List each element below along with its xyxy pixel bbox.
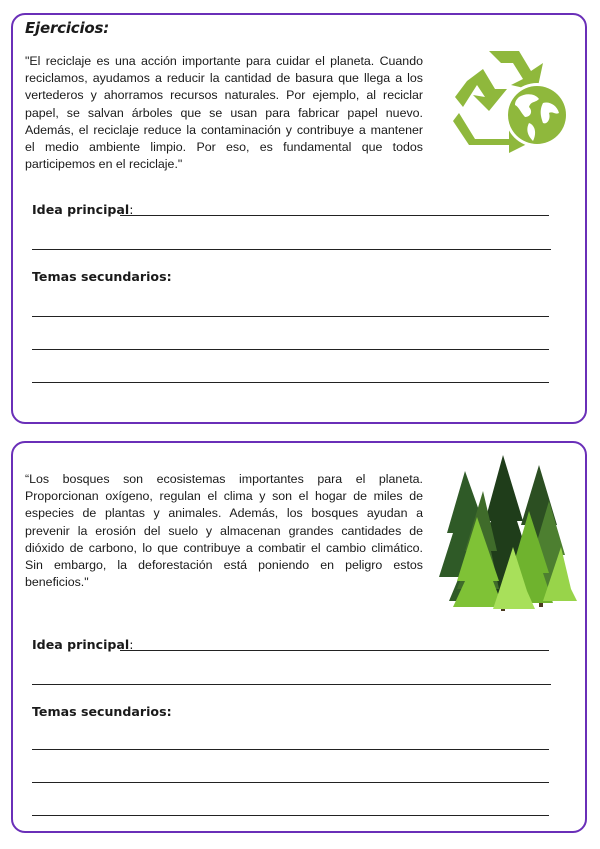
passage-text: "El reciclaje es una acción importante para cuidar el planeta. Cuando reciclamos, ayudamos a reducir la cantidad de basura que llega a los vertederos y ahorramos recursos naturales. Por ejemplo, al reciclar papel, se salvan árboles que se usan para fabricar papel nuevo. Además, el reciclaje reduce la contaminación y contribuye a mantener el medio ambiente limpio. Por eso, es fundamental que todos participemos en el reciclaje."	[25, 54, 423, 172]
secondary-topics-label: Temas secundarios:	[32, 704, 172, 719]
main-idea-answer-line[interactable]	[120, 215, 549, 216]
exercise-card-forests	[11, 441, 587, 833]
exercises-heading: Ejercicios:	[25, 19, 110, 37]
recycle-globe-icon	[449, 41, 573, 153]
secondary-topics-label: Temas secundarios:	[32, 269, 172, 284]
main-idea-label: Idea principal:	[32, 637, 134, 652]
passage-text: “Los bosques son ecosistemas importantes para el planeta. Proporcionan oxígeno, regulan el clima y son el hogar de miles de especies de plantas y animales. Además, los bosques ayudan a prevenir la erosión del suelo y almacenan grandes cantidades de dióxido de carbono, lo que contribuye a combatir el cambio climático. Sin embargo, la deforestación está poniendo en peligro estos beneficios."	[25, 472, 423, 590]
exercise-card-recycling	[11, 13, 587, 424]
secondary-answer-line-1[interactable]	[32, 749, 549, 750]
main-idea-label: Idea principal:	[32, 202, 134, 217]
main-idea-answer-line[interactable]	[120, 650, 549, 651]
secondary-answer-line-3[interactable]	[32, 815, 549, 816]
forest-trees-icon	[437, 451, 581, 615]
secondary-answer-line-2[interactable]	[32, 782, 549, 783]
main-idea-answer-line-2[interactable]	[32, 684, 551, 685]
secondary-answer-line-3[interactable]	[32, 382, 549, 383]
secondary-answer-line-1[interactable]	[32, 316, 549, 317]
main-idea-answer-line-2[interactable]	[32, 249, 551, 250]
secondary-answer-line-2[interactable]	[32, 349, 549, 350]
